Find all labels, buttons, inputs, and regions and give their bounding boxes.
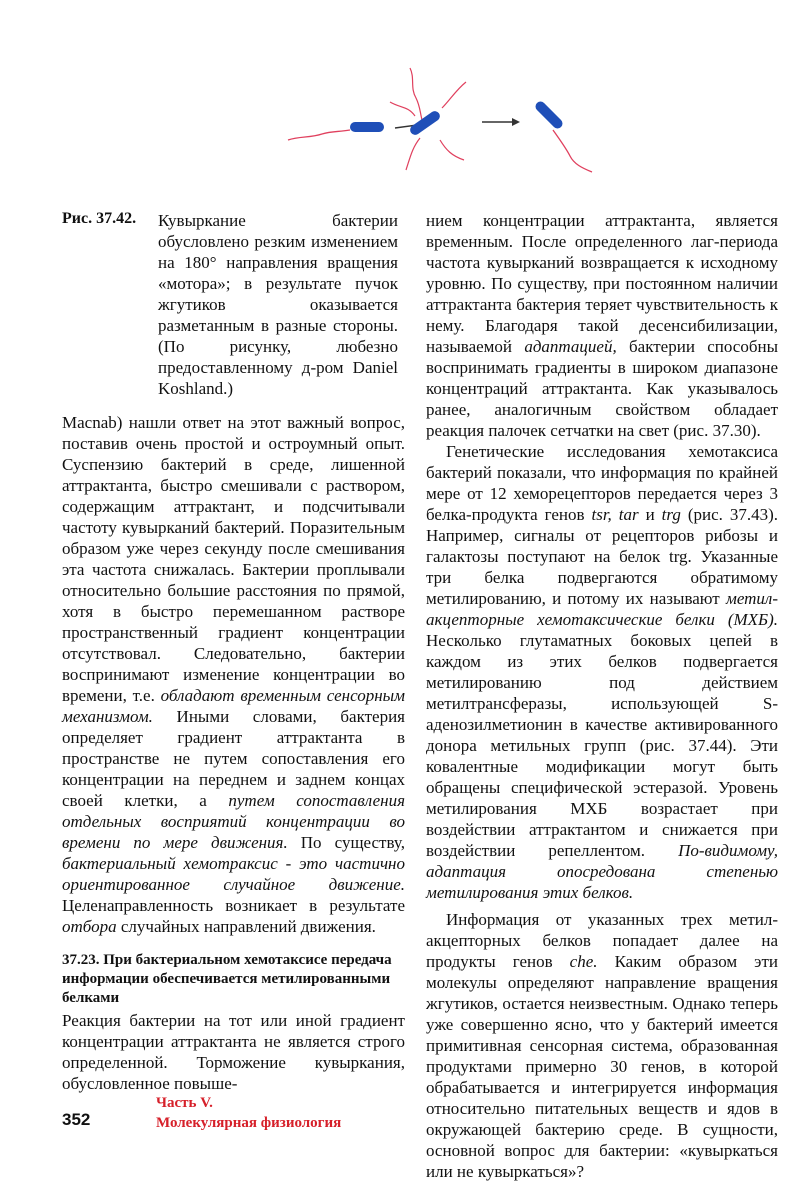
flagellum-2e: [440, 140, 464, 160]
flagellum-2b: [390, 102, 415, 116]
part-title: Молекулярная физиология: [156, 1115, 342, 1131]
flagellum-2c: [442, 82, 466, 108]
paragraph: Генетические исследования хемотаксиса бактерий показали, что информация по крайней мере от 12 хеморецепторов передается через 3 белка-продукта генов tsr, tar и trg (рис. 37.43). Например, сигналы от рецепторов рибозы и галактозы поступают на белок trg. Указанные три белка подвергаются обратимому метилированию, и потому их называют метил-акцепторные хемотаксические белки (МХБ). Несколько глутаматных боковых цепей в каждом из этих белков подвергается метилированию под действием метилтрансферазы, использующей S-аденозилметионин в качестве активированного донора метильных групп (рис. 37.44). Эти ковалентные модификации могут быть обращены специфической эстеразой. Уровень метилирования МХБ возрастает при воздействии аттрактантом и снижается при воздействии репеллентом. По-видимому, адаптация опосредована степенью метилирования этих белков.: [426, 442, 778, 902]
part-label: Часть V.: [156, 1095, 213, 1111]
flagellum-3: [553, 130, 592, 172]
paragraph: Информация от указанных трех метил-акцепторных белков попадает далее на продукты генов che. Каким образом эти молекулы определяют направление вращения жгутиков, остается неизвестным. Однако теперь уже совершенно ясно, что у бактерий имеется примитивная сенсорная система, образованная продуктами примерно 30 генов, в которой обрабатывается и интегрируется информация относительно питательных веществ и ядов в окружающей бактерию среде. В сущности, основной вопрос для бактерии: «кувыркаться или не кувыркаться»?: [426, 910, 779, 1181]
flagellum-2d: [406, 138, 420, 170]
section-heading: 37.23. При бактериальном хемотаксисе передача информации обеспечивается метилированными белками: [62, 952, 392, 1006]
figure-bacterium-tumbling: [270, 60, 630, 180]
flagellum-1: [288, 130, 350, 140]
paragraph: нием концентрации аттрактанта, является временным. После определенного лаг-периода частота кувырканий возвращается к исходному уровню. По существу, при постоянном наличии аттрактанта бактерия теряет чувствительность к нему. Благодаря такой десенсибилизации, называемой адаптацией, бактерии способны воспринимать градиенты в широком диапазоне концентраций аттрактанта. Как указывалось ранее, аналогичным свойством обладает реакция палочек сетчатки на свет (рис. 37.30).: [426, 211, 778, 440]
bacterium-3: [533, 99, 564, 130]
paragraph: Macnab) нашли ответ на этот важный вопрос, поставив очень простой и остроумный опыт. Суспензию бактерий в среде, лишенной аттрактанта, быстро смешивали с раствором, содержащим аттрактант, и подсчитывали частоту кувырканий бактерий. Поразительным образом уже через секунду после смешивания эта частота снижалась. Бактерии проплывали относительно большие расстояния по прямой, хотя в быстро перемешанном растворе пространственный градиент концентрации отсутствовал. Следовательно, бактерии воспринимают изменение концентрации во времени, т.е. обладают временным сенсорным механизмом. Иными словами, бактерия определяет градиент аттрактанта в пространстве не путем сопоставления его концентрации на переднем и заднем концах своей клетки, а путем сопоставления отдельных восприятий концентрации во времени по мере движения. По существу, бактериальный хемотраксис - это частично ориентированное случайное движение. Целенаправленность возникает в результате отбора случайных направлений движения.: [62, 413, 405, 936]
figure-caption-label: Рис. 37.42.: [62, 210, 137, 227]
figure-caption-text: Кувыркание бактерии обусловлено резким изменением на 180° направления вращения «мотора»; в результате пучок жгутиков оказывается разметанным в разные стороны. (По рисунку, любезно предоставленному д-ром Daniel Koshland.): [158, 211, 398, 398]
page-number: 352: [62, 1110, 91, 1129]
right-column: [426, 210, 778, 1182]
bacterium-1: [350, 122, 384, 132]
left-column: [62, 412, 405, 1094]
paragraph: Реакция бактерии на тот или иной градиент концентрации аттрактанта не является строго определенной. Торможение кувыркания, обусловленное повыше-: [62, 1011, 405, 1093]
running-footer: [156, 1093, 341, 1133]
